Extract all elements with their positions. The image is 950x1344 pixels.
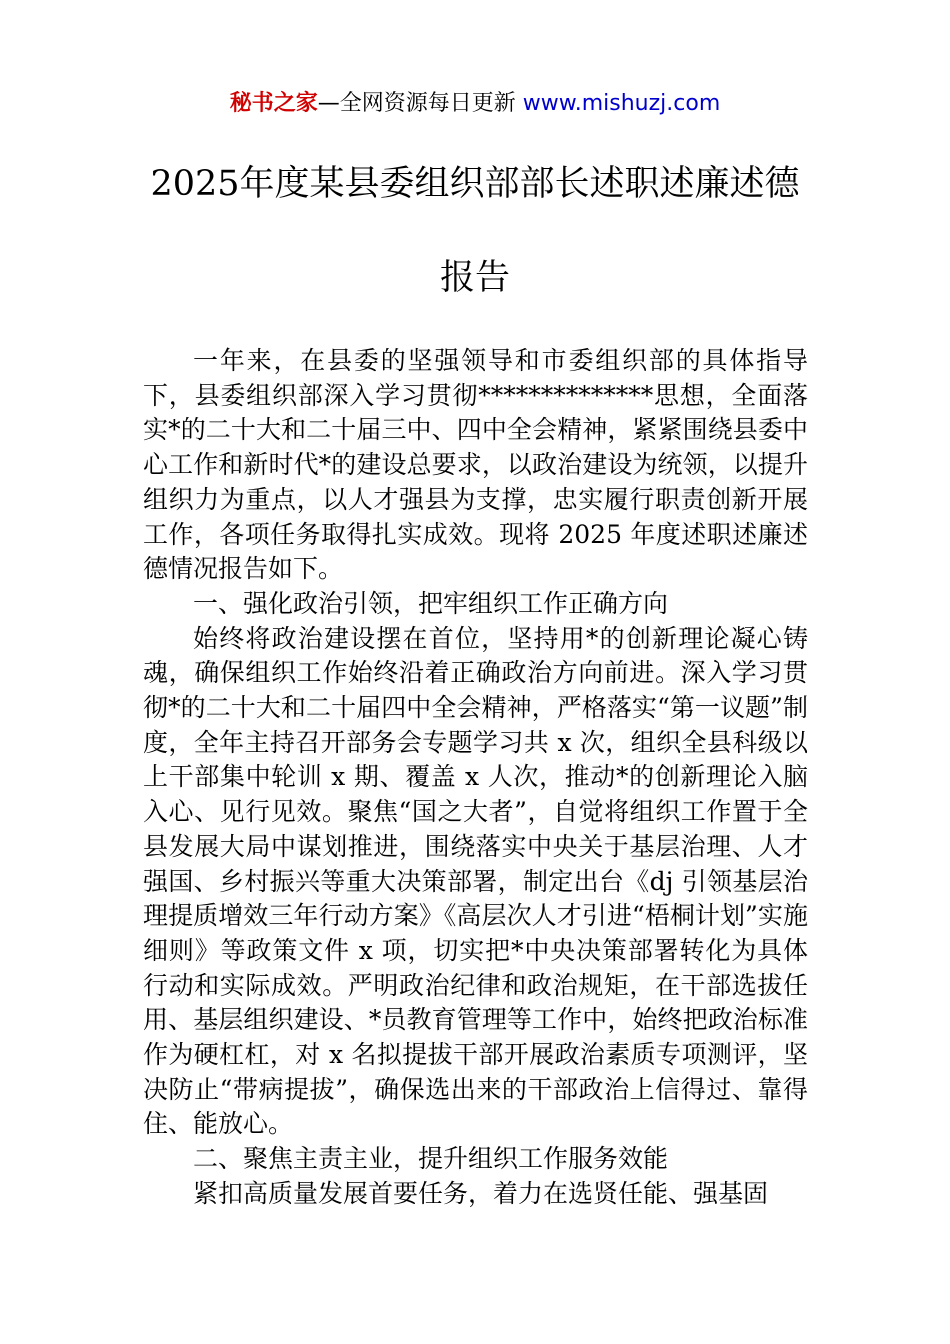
document-body <box>143 344 808 1212</box>
section-paragraph-2: 紧扣高质量发展首要任务，着力在选贤任能、强基固 <box>193 1178 769 1208</box>
site-tagline: —全网资源每日更新 <box>317 91 523 116</box>
section-heading-1: 一、强化政治引领，把牢组织工作正确方向 <box>193 588 669 618</box>
site-header <box>0 88 950 120</box>
intro-paragraph: 一年来，在县委的坚强领导和市委组织部的具体指导下，县委组织部深入学习贯彻**************思想，全面落实*的二十大和二十届三中、四中全会精神，紧紧围绕县委中心工作和新时代*的建设总要求，以政治建设为统领，以提升组织力为重点，以人才强县为支撑，忠实履行职责创新开展工作，各项任务取得扎实成效。现将 2025 年度述职述廉述德情况报告如下。 <box>143 346 808 584</box>
site-brand: 秘书之家 <box>229 91 318 116</box>
section-paragraph-1: 始终将政治建设摆在首位，坚持用*的创新理论凝心铸魂，确保组织工作始终沿着正确政治方向前进。深入学习贯彻*的二十大和二十届四中全会精神，严格落实“第一议题”制度，全年主持召开部务会专题学习共 x 次，组织全县科级以上干部集中轮训 x 期、覆盖 x 人次，推动*的创新理论入脑入心、见行见效。聚焦“国之大者”，自觉将组织工作置于全县发展大局中谋划推进，围绕落实中央关于基层治理、人才强国、乡村振兴等重大决策部署，制定出台《dj 引领基层治理提质增效三年行动方案》《高层次人才引进“梧桐计划”实施细则》等政策文件 x 项，切实把*中央决策部署转化为具体行动和实际成效。严明政治纪律和政治规矩，在干部选拔任用、基层组织建设、*员教育管理等工作中，始终把政治标准作为硬杠杠，对 x 名拟提拔干部开展政治素质专项测评，坚决防止“带病提拔”，确保选出来的干部政治上信得过、靠得住、能放心。 <box>143 623 808 1139</box>
site-url-link[interactable]: www.mishuzj.com <box>522 91 721 116</box>
section-heading-2: 二、聚焦主责主业，提升组织工作服务效能 <box>193 1144 669 1174</box>
document-title <box>140 158 810 304</box>
document-title-line2: 报告 <box>439 258 510 298</box>
document-title-line1: 2025年度某县委组织部部长述职述廉述德 <box>150 164 800 204</box>
